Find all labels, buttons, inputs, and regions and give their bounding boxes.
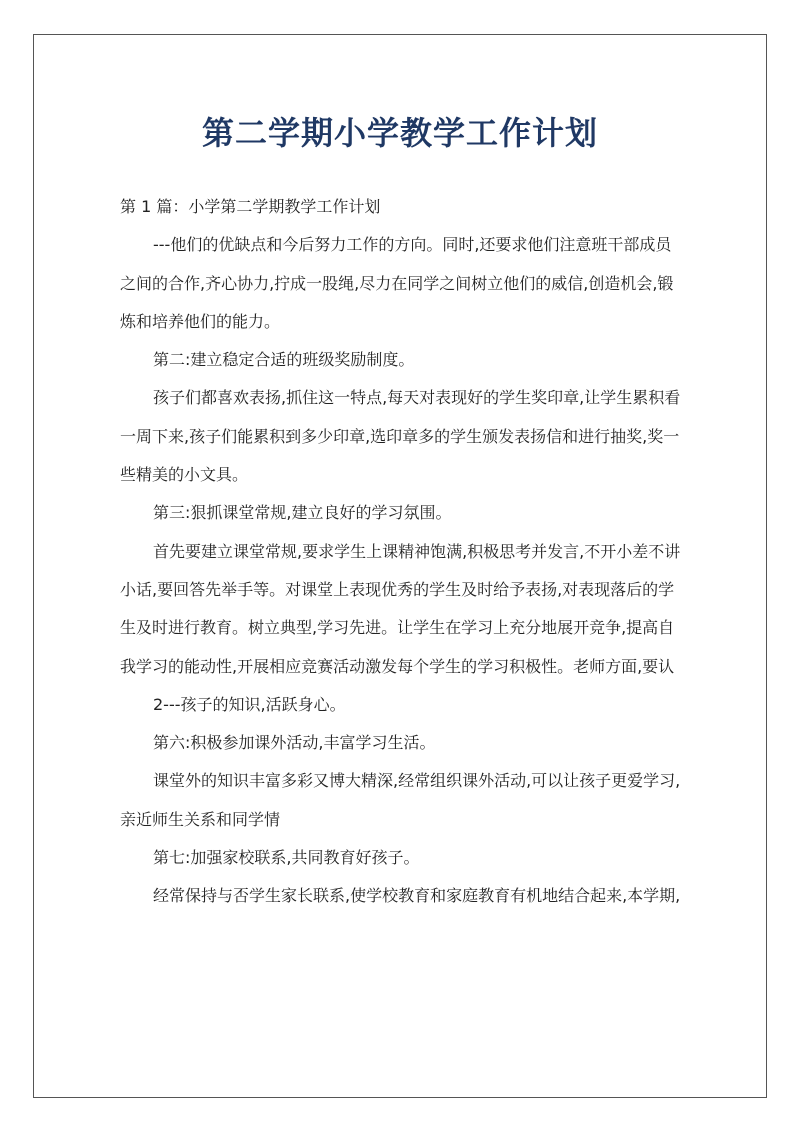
paragraph-section-heading: 第 1 篇：小学第二学期教学工作计划 — [120, 197, 381, 216]
paragraph-heading-third: 第三:狠抓课堂常规,建立良好的学习氛围。 — [153, 503, 452, 523]
paragraph: 孩子们都喜欢表扬,抓住这一特点,每天对表现好的学生奖印章,让学生累积看一周下来,孩子们能累积到多少印章,选印章多的学生颁发表扬信和进行抽奖,奖一些精美的小文具。 — [120, 388, 681, 485]
paragraph: 2---孩子的知识,活跃身心。 — [153, 694, 346, 714]
paragraph-heading-sixth: 第六:积极参加课外活动,丰富学习生活。 — [153, 733, 436, 753]
paragraph: 课堂外的知识丰富多彩又博大精深,经常组织课外活动,可以让孩子更爱学习,亲近师生关系和同学情 — [120, 771, 681, 829]
document-title: 第二学期小学教学工作计划 — [201, 114, 598, 152]
paragraph: 经常保持与否学生家长联系,使学校教育和家庭教育有机地结合起来,本学期, — [153, 886, 681, 906]
paragraph: ---他们的优缺点和今后努力工作的方向。同时,还要求他们注意班干部成员之间的合作,齐心协力,拧成一股绳,尽力在同学之间树立他们的威信,创造机会,锻炼和培养他们的能力。 — [120, 235, 674, 331]
paragraph-heading-seventh: 第七:加强家校联系,共同教育好孩子。 — [153, 848, 420, 868]
document-body — [120, 188, 686, 916]
paragraph: 首先要建立课堂常规,要求学生上课精神饱满,积极思考并发言,不开小差不讲小话,要回答先举手等。对课堂上表现优秀的学生及时给予表扬,对表现落后的学生及时进行教育。树立典型,学习先进。让学生在学习上充分地展开竞争,提高自我学习的能动性,开展相应竞赛活动激发每个学生的学习积极性。老师方面,要认 — [120, 541, 681, 676]
paragraph-heading-second: 第二:建立稳定合适的班级奖励制度。 — [153, 350, 415, 370]
